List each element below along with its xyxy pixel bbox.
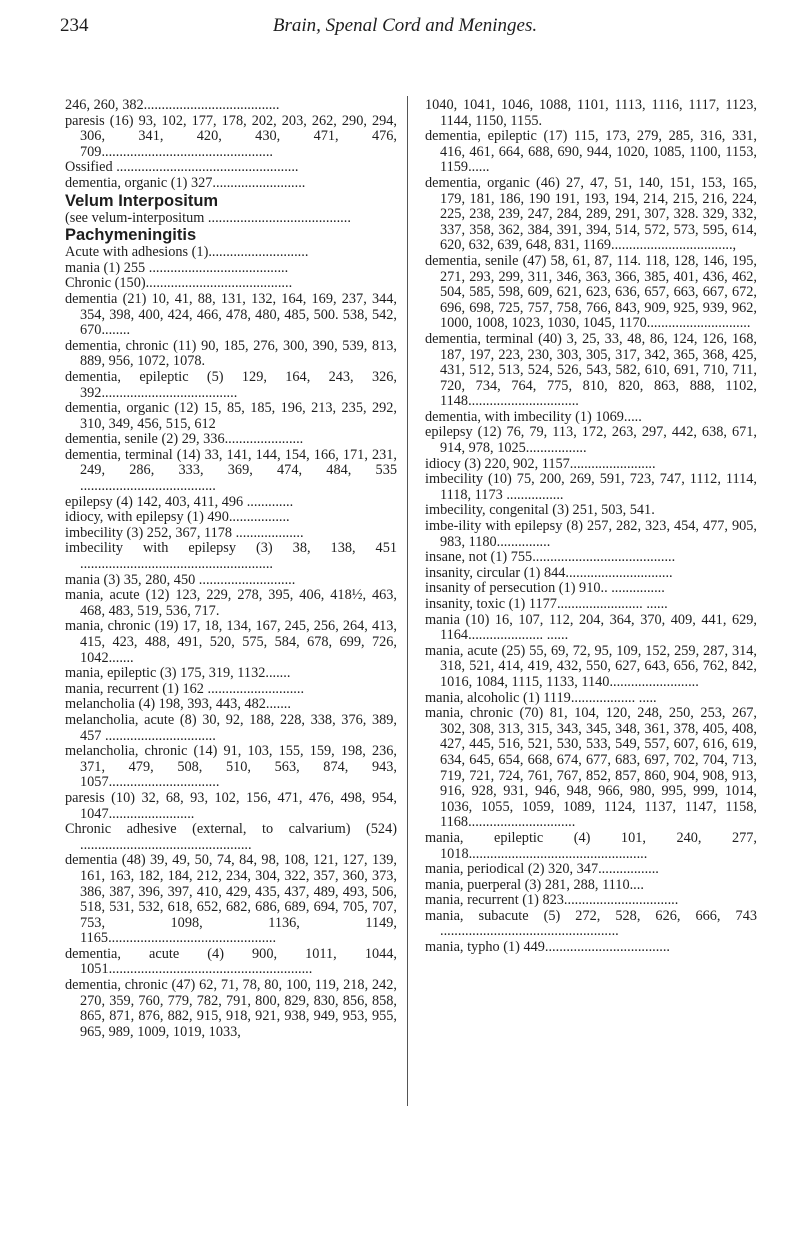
index-entry: epilepsy (4) 142, 403, 411, 496 ............. <box>65 493 294 510</box>
running-title: Brain, Spenal Cord and Meninges. <box>272 15 538 36</box>
index-entry: dementia, epileptic (17) 115, 173, 279, 285, 316, 331, 416, 461, 664, 688, 690, 944, 1020, 1085, 1100, 1153, 1159...... <box>425 128 757 176</box>
index-entry: mania, recurrent (1) 823................................ <box>425 892 679 909</box>
index-entry: mania, chronic (70) 81, 104, 120, 248, 250, 253, 267, 302, 308, 313, 315, 343, 345, 348, 361, 378, 405, 408, 427, 445, 516, 521, 530, 533, 549, 557, 607, 616, 619, 634, 645, 654, 668, 674, 677, 683, 697, 702, 704, 713, 719, 721, 724, 761, 767, 852, 857, 860, 904, 908, 913, 916, 928, 931, 946, 948, 966, 980, 995, 999, 1014, 1036, 1055, 1059, 1089, 1124, 1137, 1147, 1158, 1168.............................. <box>425 705 757 831</box>
index-entry: imbe-ility with epilepsy (8) 257, 282, 323, 454, 477, 905, 983, 1180............... <box>425 518 757 550</box>
index-entry: dementia, with imbecility (1) 1069..... <box>425 408 642 425</box>
index-entry: mania, acute (25) 55, 69, 72, 95, 109, 152, 259, 287, 314, 318, 521, 414, 419, 432, 550, 627, 643, 656, 762, 842, 1016, 1084, 1115, 1133, 1140......................... <box>425 642 757 690</box>
index-entry: mania, acute (12) 123, 229, 278, 395, 406, 418½, 463, 468, 483, 519, 536, 717. <box>65 587 397 619</box>
index-entry: mania (3) 35, 280, 450 ........................... <box>65 571 296 588</box>
index-entry: dementia, organic (46) 27, 47, 51, 140, 151, 153, 165, 179, 181, 186, 190 191, 193, 194, 214, 215, 216, 224, 225, 238, 239, 247, 284, 289, 291, 307, 328. 329, 332, 337, 358, 362, 384, 391, 394, 514, 572, 573, 595, 614, 620, 632, 639, 648, 831, 1169.................................., <box>425 174 757 254</box>
index-entry: imbecility with epilepsy (3) 38, 138, 451 ...................................................... <box>65 540 397 573</box>
index-entry: dementia, epileptic (5) 129, 164, 243, 326, 392...................................... <box>65 368 397 401</box>
index-entry: idiocy (3) 220, 902, 1157........................ <box>425 455 656 472</box>
index-heading: Velum Interpositum <box>65 191 219 210</box>
index-entry: epilepsy (12) 76, 79, 113, 172, 263, 297, 442, 638, 671, 914, 978, 1025................. <box>425 424 757 457</box>
index-entry: Chronic (150)......................................... <box>65 275 293 292</box>
index-entry: mania, epileptic (4) 101, 240, 277, 1018.................................................. <box>425 829 757 862</box>
index-entry: insanity, toxic (1) 1177........................ ...... <box>425 596 668 612</box>
index-entry: imbecility, congenital (3) 251, 503, 541. <box>425 502 655 519</box>
index-entry: Acute with adhesions (1)............................ <box>65 244 309 261</box>
index-entry: mania, subacute (5) 272, 528, 626, 666, 743 .................................................. <box>425 907 757 940</box>
index-column-left <box>65 98 397 1040</box>
index-entry: 1040, 1041, 1046, 1088, 1101, 1113, 1116, 1117, 1123, 1144, 1150, 1155. <box>425 97 757 129</box>
index-entry: mania, alcoholic (1) 1119.................. ..... <box>425 689 657 706</box>
index-entry: dementia, senile (47) 58, 61, 87, 114. 118, 128, 146, 195, 271, 293, 299, 311, 346, 363, 366, 385, 401, 436, 462, 504, 585, 598, 609, 621, 623, 636, 657, 663, 667, 672, 696, 698, 725, 757, 758, 766, 843, 909, 925, 939, 962, 1000, 1008, 1023, 1030, 1045, 1170............................. <box>425 252 757 332</box>
index-entry: mania, chronic (19) 17, 18, 134, 167, 245, 256, 264, 413, 415, 423, 488, 491, 520, 575, 584, 678, 699, 726, 1042....... <box>65 618 397 666</box>
index-entry: melancholia (4) 198, 393, 443, 482....... <box>65 696 291 713</box>
index-entry: dementia, terminal (40) 3, 25, 33, 48, 86, 124, 126, 168, 187, 197, 223, 230, 303, 305, 317, 342, 365, 368, 425, 431, 512, 513, 524, 526, 543, 582, 610, 691, 710, 711, 720, 734, 764, 775, 810, 820, 863, 888, 1102, 1148............................... <box>425 330 757 410</box>
index-entry: mania, epileptic (3) 175, 319, 1132....... <box>65 665 291 682</box>
page-header <box>60 15 750 41</box>
index-entry: dementia, chronic (11) 90, 185, 276, 300, 390, 539, 813, 889, 956, 1072, 1078. <box>65 337 397 370</box>
page-number: 234 <box>60 15 89 36</box>
index-entry: insanity of persecution (1) 910.. ............... <box>425 580 665 597</box>
index-entry: melancholia, chronic (14) 91, 103, 155, 159, 198, 236, 371, 479, 508, 510, 563, 874, 943, 1057............................... <box>65 743 397 791</box>
index-entry: paresis (16) 93, 102, 177, 178, 202, 203, 262, 290, 294, 306, 341, 420, 430, 471, 476, 709................................................ <box>65 112 397 160</box>
index-entry: Chronic adhesive (external, to calvarium) (524) ................................................ <box>65 821 397 853</box>
index-entry: (see velum-interpositum ........................................ <box>65 209 351 226</box>
index-entry: mania, periodical (2) 320, 347................. <box>425 861 659 878</box>
index-entry: mania, puerperal (3) 281, 288, 1110.... <box>425 876 644 893</box>
index-entry: dementia, acute (4) 900, 1011, 1044, 1051......................................................... <box>65 945 397 978</box>
index-entry: imbecility (3) 252, 367, 1178 ................... <box>65 524 304 541</box>
index-entry: dementia (21) 10, 41, 88, 131, 132, 164, 169, 237, 344, 354, 398, 400, 424, 466, 478, 480, 485, 500. 538, 542, 670........ <box>65 290 397 339</box>
index-entry: paresis (10) 32, 68, 93, 102, 156, 471, 476, 498, 954, 1047........................ <box>65 789 397 822</box>
index-entry: imbecility (10) 75, 200, 269, 591, 723, 747, 1112, 1114, 1118, 1173 ................ <box>425 471 757 503</box>
index-entry: dementia, terminal (14) 33, 141, 144, 154, 166, 171, 231, 249, 286, 333, 369, 474, 484, 535 ...................................... <box>65 446 397 495</box>
index-entry: dementia, senile (2) 29, 336...................... <box>65 431 304 448</box>
index-entry: mania (1) 255 ....................................... <box>65 259 289 276</box>
index-column-right <box>425 98 757 956</box>
index-entry: dementia, chronic (47) 62, 71, 78, 80, 100, 119, 218, 242, 270, 359, 760, 779, 782, 791, 800, 829, 830, 856, 858, 865, 871, 876, 882, 915, 918, 921, 938, 949, 953, 955, 965, 989, 1009, 1019, 1033, <box>65 977 397 1040</box>
index-entry: dementia, organic (1) 327.......................... <box>65 174 306 191</box>
index-entry: dementia (48) 39, 49, 50, 74, 84, 98, 108, 121, 127, 139, 161, 163, 182, 184, 212, 234, 304, 322, 357, 360, 373, 386, 387, 396, 397, 410, 429, 435, 437, 489, 493, 506, 518, 531, 532, 618, 652, 682, 686, 689, 694, 705, 707, 753, 1098, 1136, 1149, 1165............................................... <box>65 852 397 947</box>
index-heading: Pachymeningitis <box>65 226 197 245</box>
index-entry: 246, 260, 382...................................... <box>65 97 280 113</box>
index-entry: idiocy, with epilepsy (1) 490................. <box>65 509 290 526</box>
index-entry: insanity, circular (1) 844.............................. <box>425 564 673 581</box>
index-entry: Ossified ................................................... <box>65 159 299 176</box>
index-entry: mania, recurrent (1) 162 ........................... <box>65 680 305 697</box>
index-entry: mania (10) 16, 107, 112, 204, 364, 370, 409, 441, 629, 1164..................... ...... <box>425 611 757 644</box>
index-entry: melancholia, acute (8) 30, 92, 188, 228, 338, 376, 389, 457 ............................... <box>65 711 397 744</box>
index-entry: insane, not (1) 755........................................ <box>425 549 676 566</box>
column-divider <box>407 96 408 1106</box>
index-entry: dementia, organic (12) 15, 85, 185, 196, 213, 235, 292, 310, 349, 456, 515, 612 <box>65 400 397 432</box>
index-entry: mania, typho (1) 449................................... <box>425 939 671 956</box>
